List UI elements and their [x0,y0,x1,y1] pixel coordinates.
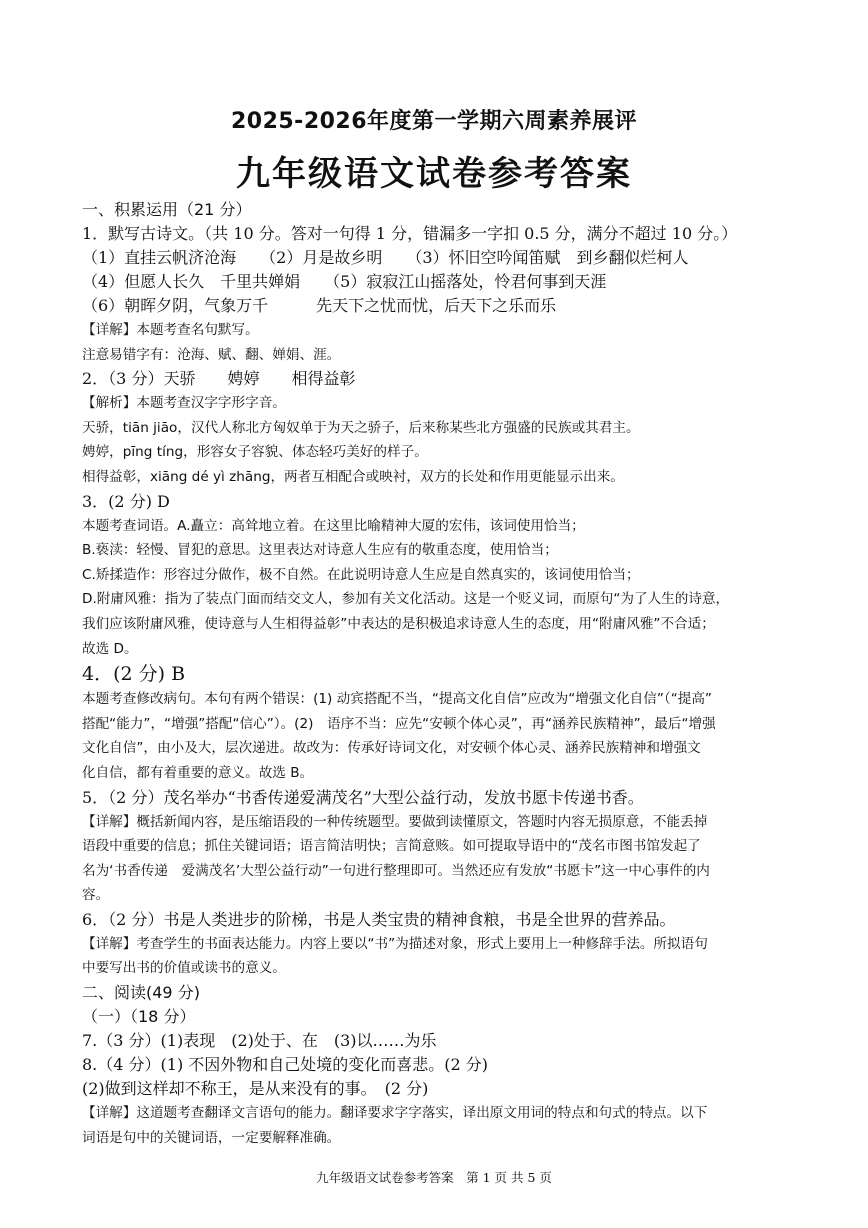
text-line: 1．默写古诗文。（共 10 分。答对一句得 1 分，错漏多一字扣 0.5 分，满分不超过 10 分。） [82,224,738,243]
page-footer: 九年级语文试卷参考答案 第 1 页 共 5 页 [316,1170,552,1185]
exam-title: 2025-2026年度第一学期六周素养展评 [230,109,638,134]
text-line: 8.（4 分）(1) 不因外物和自己处境的变化而喜悲。(2 分) [82,1055,489,1075]
text-line: 3．(2 分) D [82,491,170,511]
text-line: 相得益彰，xiāng dé yì zhāng，两者互相配合或映衬，双方的长处和作用更能显示出来。 [82,468,624,485]
text-line: D.附庸风雅：指为了装点门面而结交文人，参加有关文化活动。这是一个贬义词，而原句“为了人生的诗意， [82,591,730,608]
text-line: 5．（2 分）茂名举办“书香传递爱满茂名”大型公益行动，发放书愿卡传递书香。 [82,787,644,807]
answer-content [82,198,788,1150]
text-line: 【详解】概括新闻内容，是压缩语段的一种传统题型。要做到读懂原文，答题时内容无损原意，不能丢掉 [82,813,708,830]
text-line: (2)做到这样却不称王，是从来没有的事。 (2 分) [82,1079,429,1099]
text-line: （4）但愿人长久 千里共婵娟 （5）寂寂江山摇落处，怜君何事到天涯 [82,272,607,291]
text-line: 中要写出书的价值或读书的意义。 [82,960,286,977]
text-line: （6）朝晖夕阴，气象万千 先天下之忧而忧，后天下之乐而乐 [82,296,557,315]
text-line: 【详解】本题考查名句默写。 [82,322,259,338]
answer-key-title: 九年级语文试卷参考答案 [236,154,632,194]
section-heading: 二、阅读(49 分) [82,983,200,1003]
section-heading: （一）（18 分） [82,1007,196,1027]
text-line: 本题考查词语。A.矗立：高耸地立着。在这里比喻精神大厦的宏伟，该词使用恰当； [82,517,585,534]
text-line: （1）直挂云帆济沧海 （2）月是故乡明 （3）怀旧空吟闻笛赋 到乡翻似烂柯人 [82,248,689,267]
text-line: 故选 D。 [82,640,138,657]
text-line: 语段中重要的信息；抓住关键词语；语言简洁明快；言简意赅。如可提取导语中的“茂名市图书馆发起了 [82,838,701,855]
text-line: 7.（3 分）(1)表现 (2)处于、在 (3)以……为乐 [82,1031,437,1051]
text-line: 文化自信”，由小及大，层次递进。故改为：传承好诗词文化，对安顿个体心灵、涵养民族精神和增强文 [82,740,701,757]
text-line: 【解析】本题考查汉字字形字音。 [82,395,286,412]
text-line: 6．（2 分）书是人类进步的阶梯，书是人类宝贵的精神食粮，书是全世界的营养品。 [82,909,676,929]
text-line: 搭配“能力”，“增强”搭配“信心”）。(2) 语序不当：应先“安顿个体心灵”，再“涵养民族精神”，最后“增强 [82,715,716,732]
section-heading: 一、积累运用（21 分） [82,200,252,219]
text-line: 2．（3 分）天骄 娉婷 相得益彰 [82,369,356,389]
text-line: 我们应该附庸风雅，使诗意与人生相得益彰”中表达的是积极追求诗意人生的态度，用“附庸风雅”不合适； [82,615,715,632]
text-line: 注意易错字有：沧海、赋、翻、婵娟、涯。 [82,346,341,363]
text-line: 天骄，tiān jiāo，汉代人称北方匈奴单于为天之骄子，后来称某些北方强盛的民族或其君主。 [82,419,640,436]
text-line: 容。 [82,887,110,904]
text-line: C.矫揉造作：形容过分做作，极不自然。在此说明诗意人生应是自然真实的，该词使用恰当； [82,566,640,583]
text-line: 4．(2 分) B [82,663,186,686]
text-line: 娉婷，pīng tíng，形容女子容貌、体态轻巧美好的样子。 [82,444,428,461]
text-line: 名为‘书香传递 爱满茂名’大型公益行动”一句进行整理即可。当然还应有发放“书愿卡”这一中心事件的内 [82,862,710,879]
text-line: 【详解】考查学生的书面表达能力。内容上要以“书”为描述对象，形式上要用上一种修辞手法。所拟语句 [82,935,708,952]
text-line: 【详解】这道题考查翻译文言语句的能力。翻译要求字字落实，译出原文用词的特点和句式的特点。以下 [82,1105,708,1122]
text-line: 化自信，都有着重要的意义。故选 B。 [82,764,314,781]
text-line: 本题考查修改病句。本句有两个错误：(1) 动宾搭配不当，“提高文化自信”应改为“增强文化自信”（“提高” [82,691,712,708]
text-line: B.亵渎：轻慢、冒犯的意思。这里表达对诗意人生应有的敬重态度，使用恰当； [82,542,558,559]
text-line: 词语是句中的关键词语，一定要解释准确。 [82,1129,341,1146]
